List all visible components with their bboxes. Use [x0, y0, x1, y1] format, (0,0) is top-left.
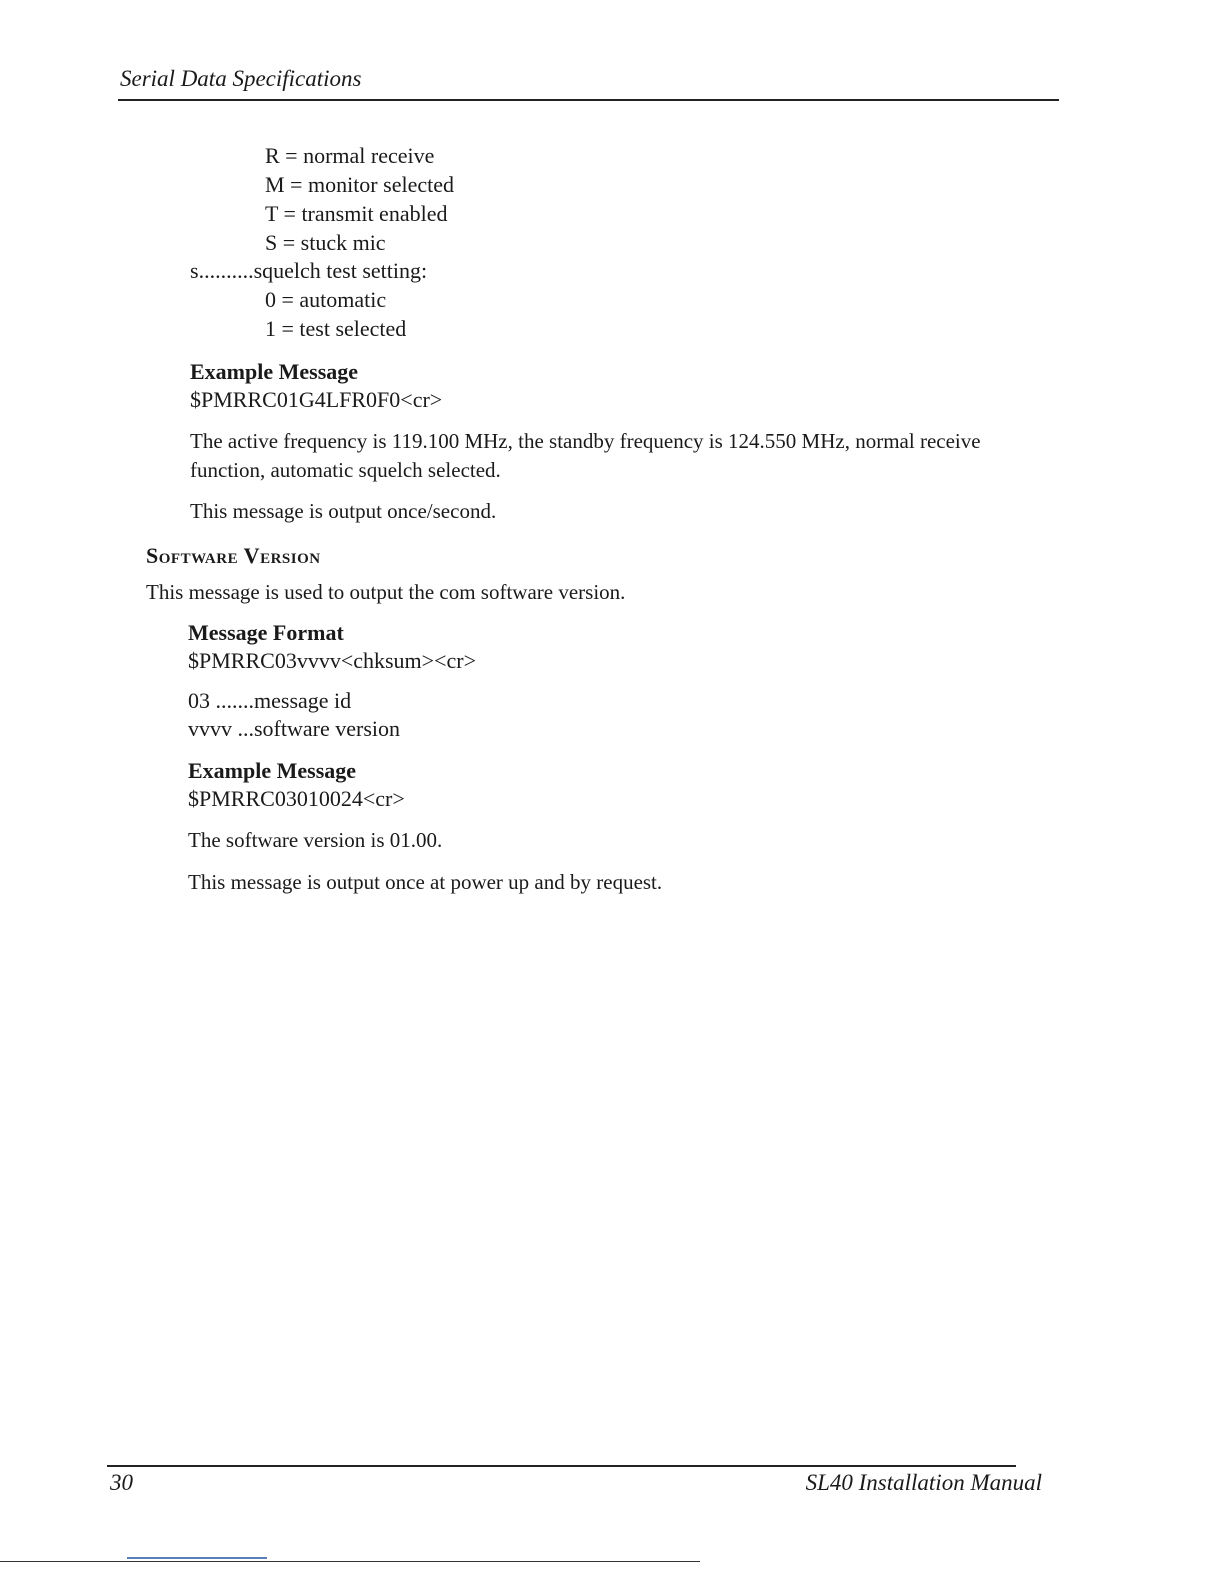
example-message-heading: Example Message	[190, 359, 359, 384]
squelch-dots: ..........	[198, 258, 254, 283]
page-number: 30	[110, 1470, 133, 1495]
software-version-intro: This message is used to output the com software version.	[146, 580, 626, 604]
squelch-field-row	[190, 258, 427, 284]
squelch-option-test: 1 = test selected	[265, 316, 407, 341]
status-code-m: M = monitor selected	[265, 172, 454, 197]
scan-edge-line	[0, 1561, 700, 1562]
header-rule	[118, 99, 1059, 101]
format-field-version: vvvv ...software version	[188, 716, 401, 741]
manual-title: SL40 Installation Manual	[805, 1470, 1042, 1495]
footer-rule	[107, 1465, 1016, 1467]
software-version-heading: Software Version	[146, 543, 321, 568]
sw-example-code: $PMRRC03010024<cr>	[188, 786, 405, 811]
running-header-title: Serial Data Specifications	[120, 66, 362, 91]
status-code-r: R = normal receive	[265, 143, 435, 168]
squelch-option-automatic: 0 = automatic	[265, 287, 387, 312]
example-message-rate: This message is output once/second.	[190, 499, 497, 523]
sw-example-rate: This message is output once at power up and by request.	[188, 870, 663, 894]
message-format-code: $PMRRC03vvvv<chksum><cr>	[188, 648, 476, 673]
status-code-s: S = stuck mic	[265, 230, 386, 255]
format-field-id: 03 .......message id	[188, 688, 352, 713]
example-message-description: The active frequency is 119.100 MHz, the standby frequency is 124.550 MHz, normal receive function, automatic squelch selected.	[190, 429, 981, 482]
scan-artifact-line	[127, 1557, 267, 1559]
squelch-label: squelch test setting:	[253, 258, 428, 283]
sw-example-heading: Example Message	[188, 758, 357, 783]
sw-example-description: The software version is 01.00.	[188, 828, 443, 852]
status-code-t: T = transmit enabled	[265, 201, 448, 226]
squelch-field-id: s	[190, 258, 199, 283]
example-message-code: $PMRRC01G4LFR0F0<cr>	[190, 387, 443, 412]
message-format-heading: Message Format	[188, 620, 344, 645]
